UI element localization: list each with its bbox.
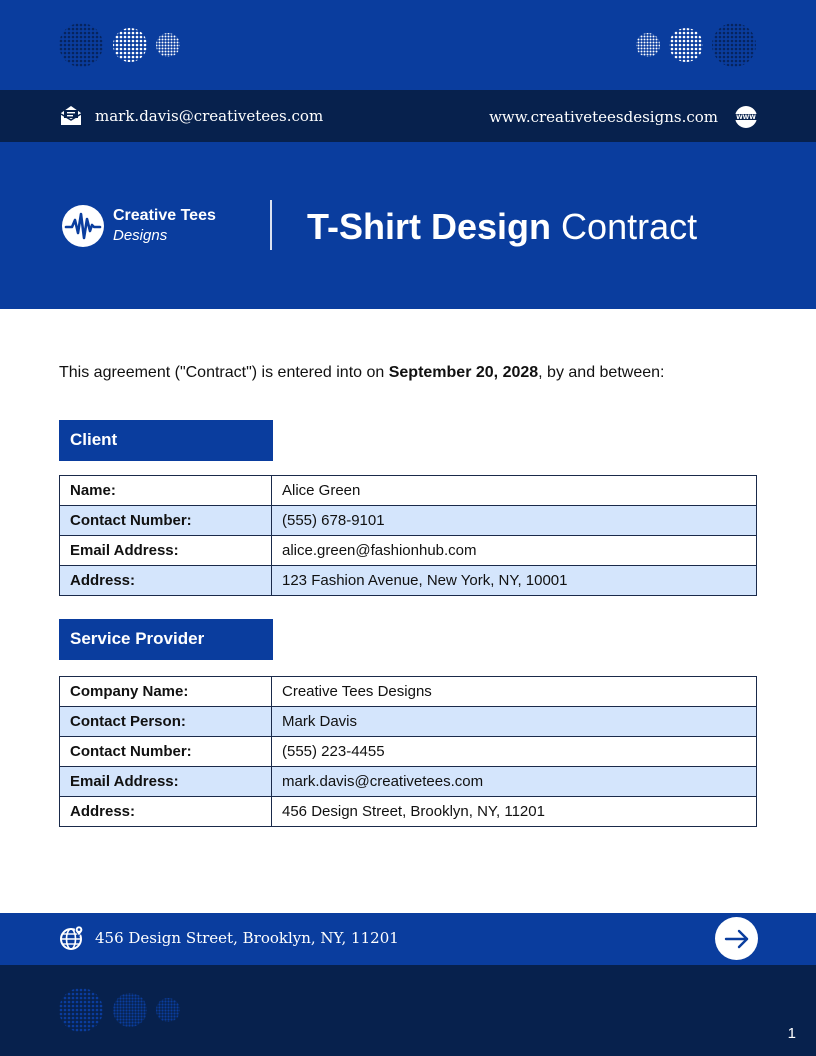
- table-row: [60, 566, 757, 596]
- client-label: Email Address:: [60, 536, 272, 566]
- client-value: alice.green@fashionhub.com: [272, 536, 757, 566]
- brand-name: [113, 206, 216, 246]
- service-provider-heading: Service Provider: [59, 619, 273, 660]
- provider-value: Creative Tees Designs: [272, 677, 757, 707]
- agreement-intro: [59, 362, 664, 384]
- brand-logo: [61, 204, 216, 248]
- table-row: [60, 737, 757, 767]
- soundwave-logo-icon: [61, 204, 105, 248]
- intro-before: This agreement ("Contract") is entered into on: [59, 364, 389, 381]
- title-bold: T-Shirt Design: [307, 206, 552, 247]
- envelope-icon: [59, 105, 83, 127]
- top-decorative-band: [0, 0, 816, 90]
- table-row: [60, 707, 757, 737]
- client-label: Name:: [60, 476, 272, 506]
- client-label: Address:: [60, 566, 272, 596]
- intro-after: , by and between:: [538, 364, 665, 381]
- brand-name-line1: Creative Tees: [113, 207, 216, 224]
- title-regular: Contract: [561, 206, 698, 247]
- provider-label: Company Name:: [60, 677, 272, 707]
- brand-name-line2: Designs: [113, 227, 168, 244]
- hero-divider: [270, 200, 272, 250]
- header-website[interactable]: [489, 105, 758, 129]
- contact-bar: [0, 90, 816, 142]
- service-provider-table: [59, 676, 757, 827]
- footer-address-text: 456 Design Street, Brooklyn, NY, 11201: [95, 929, 399, 947]
- footer-bar: [0, 913, 816, 965]
- provider-label: Contact Person:: [60, 707, 272, 737]
- page-title: [307, 206, 697, 248]
- header-email-text: mark.davis@creativetees.com: [95, 107, 324, 125]
- page-number: 1: [787, 1025, 796, 1042]
- halftone-dots-decoration-left: [59, 23, 184, 69]
- halftone-dots-decoration-bottom: [59, 988, 184, 1034]
- hero-banner: [0, 142, 816, 309]
- table-row: [60, 476, 757, 506]
- arrow-right-icon: [724, 929, 750, 949]
- provider-value: mark.davis@creativetees.com: [272, 767, 757, 797]
- client-heading: Client: [59, 420, 273, 461]
- table-row: [60, 797, 757, 827]
- www-globe-icon: [734, 105, 758, 129]
- provider-label: Email Address:: [60, 767, 272, 797]
- client-value: Alice Green: [272, 476, 757, 506]
- provider-label: Contact Number:: [60, 737, 272, 767]
- www-badge-text: WWW: [736, 114, 756, 121]
- client-table: [59, 475, 757, 596]
- bottom-decorative-band: [0, 965, 816, 1056]
- header-website-text: www.creativeteesdesigns.com: [489, 108, 718, 126]
- client-label: Contact Number:: [60, 506, 272, 536]
- table-row: [60, 536, 757, 566]
- client-value: (555) 678-9101: [272, 506, 757, 536]
- client-value: 123 Fashion Avenue, New York, NY, 10001: [272, 566, 757, 596]
- provider-value: 456 Design Street, Brooklyn, NY, 11201: [272, 797, 757, 827]
- provider-value: Mark Davis: [272, 707, 757, 737]
- table-row: [60, 767, 757, 797]
- next-page-button[interactable]: [715, 917, 758, 960]
- agreement-date: September 20, 2028: [388, 364, 539, 381]
- header-email[interactable]: [59, 105, 323, 127]
- table-row: [60, 506, 757, 536]
- globe-pin-icon: [59, 925, 85, 951]
- halftone-dots-decoration-right: [634, 23, 759, 69]
- footer-address: [59, 925, 399, 951]
- table-row: [60, 677, 757, 707]
- provider-label: Address:: [60, 797, 272, 827]
- provider-value: (555) 223-4455: [272, 737, 757, 767]
